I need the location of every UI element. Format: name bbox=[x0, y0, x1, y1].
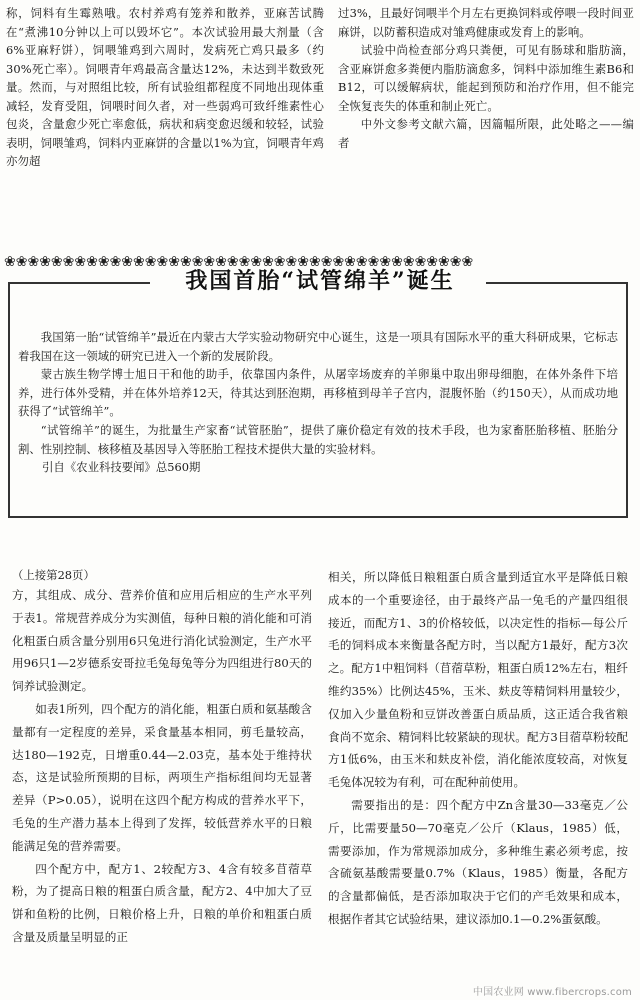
top-right-paragraph-1: 过3%，且最好饲喂半个月左右更换饲料或停喂一段时间亚麻饼，以防蓄积造成对雏鸡健康或发育上的影响。 bbox=[338, 6, 634, 39]
news-title: 我国首胎“试管绵羊”诞生 bbox=[185, 268, 455, 294]
bottom-left-paragraph-2: 如表1所列，四个配方的消化能，粗蛋白质和氨基酸含量都有一定程度的差异，采食量基本相同，剪毛量较高，达180—192克，日增重0.44—2.03克，基本处于维持状态，这是试验所预期的目标，两项生产指标组间均无显著差异（P>0.05），说明在这四个配方构成的营养水平下，毛兔的生产潜力基本上得到了发挥，较低营养水平的日粮能满足兔的营养需要。 bbox=[12, 701, 312, 853]
news-paragraph-1: 我国第一胎“试管绵羊”最近在内蒙古大学实验动物研究中心诞生，这是一项具有国际水平的重大科研成果，它标志着我国在这一领域的研究已进入一个新的发展阶段。 bbox=[18, 330, 618, 363]
star-divider: ❀❀❀❀❀❀❀❀❀❀❀❀❀❀❀❀❀❀❀❀❀❀❀❀❀❀❀❀❀❀❀❀❀❀❀❀❀❀❀❀ bbox=[4, 254, 474, 270]
top-right-paragraph-2: 试验中尚检查部分鸡只粪便，可见有肠球和脂肪滴，含亚麻饼愈多粪便内脂肪滴愈多，饲料中添加维生素B6和B12，可以缓解病状，能起到预防和治疗作用，但不能完全恢复丧失的体重和制止死亡。 bbox=[338, 43, 634, 113]
continued-note: （上接第28页） bbox=[12, 568, 95, 582]
bottom-left-paragraph-3: 四个配方中，配方1、2较配方3、4含有较多苜蓿草粉，为了提高日粮的粗蛋白质含量，配方2、4中加大了豆饼和鱼粉的比例，日粮价格上升，日粮的单价和粗蛋白质含量及质量呈明显的正 bbox=[12, 861, 312, 944]
news-source: 引自《农业科技要闻》总560期 bbox=[42, 460, 201, 475]
editor-note: 中外文参考文献六篇，因篇幅所限，此处略之——编者 bbox=[338, 117, 634, 150]
bottom-left-column bbox=[12, 584, 312, 949]
bottom-right-paragraph-1: 相关，所以降低日粮粗蛋白质含量到适宜水平是降低日粮成本的一个重要途径，由于最终产品一兔毛的产量四组很接近，而配方1、3的价格较低，以决定性的指标—每公斤毛的饲料成本来衡量各配方时，当以配方1最好，配方3次之。配方1中粗饲料（苜蓿草粉，粗蛋白质12%左右，粗纤维约35%）比例达45%，玉米、麸皮等精饲料用量较少，仅加入少量鱼粉和豆饼改善蛋白质品质，这正适合我省粮食尚不宽余、精饲料比较紧缺的现状。配方3目蓿草粉较配方1低6%，由玉米和麸皮补偿，消化能浓度较高，对恢复毛兔体况较为有利，可在配种前使用。 bbox=[328, 570, 628, 790]
bottom-right-column bbox=[328, 566, 628, 931]
bottom-left-paragraph-1: 方，其组成、成分、营养价值和应用后相应的生产水平列于表1。常规营养成分为实测值，每种日粮的消化能和可消化粗蛋白质含量分别用6只兔进行消化试验测定，生产水平用96只1—2岁德系安哥拉毛兔每兔等分为四组进行80天的饲养试验测定。 bbox=[12, 588, 312, 694]
top-left-paragraph: 称，饲料有生霉熟哦。农村养鸡有笼养和散养，亚麻苦试腾在“煮沸10分钟以上可以毁坏它”。本次试验用最大剂量（含6%亚麻籽饼），饲喂雏鸡到六周时，发病死亡鸡只最多（约30%死亡率）。饲喂青年鸡最高含量达12%，未达到半数致死量。然而，与对照组比较，所有试验组都程度不同地出现体重减轻，发育受阻，饲喂时间久者，对一些弱鸡可致纤维素性心包炎，含量愈少死亡率愈低，病状和病变愈迟缓和较轻，试验表明，饲喂雏鸡，饲料内亚麻饼的含量以1%为宜，饲喂青年鸡亦勿超 bbox=[6, 6, 324, 168]
news-paragraph-3: “试管绵羊”的诞生，为批量生产家畜“试管胚胎”，提供了廉价稳定有效的技术手段，也为家畜胚胎移植、胚胎分割、性别控制、核移植及基因导入等胚胎工程技术提供大量的实验材料。 bbox=[18, 422, 618, 456]
top-right-column bbox=[338, 4, 634, 152]
top-left-column bbox=[6, 4, 324, 171]
news-box bbox=[8, 268, 628, 518]
bottom-right-paragraph-2: 需要指出的是：四个配方中Zn含量30—33毫克／公斤，比需要量50—70毫克／公斤（Klaus，1985）低，需要添加，作为常规添加成分，多种维生素必须考虑，按含硫氨基酸需要量0.7%（Klaus，1985）衡量，各配方的含量都偏低，是否添加取决于它们的产毛效果和成本，根据作者其它试验结果，建议添加0.1—0.2%蛋氨酸。 bbox=[328, 797, 628, 926]
news-paragraph-2: 蒙古族生物学博士旭日干和他的助手，依靠国内条件，从屠宰场废弃的羊卵巢中取出卵母细胞，在体外条件下培养，进行体外受精，并在体外培养12天，待其达到胚泡期，再移植到母羊子宫内，混腹怀胎（约150天），从而成功地获得了“试管绵羊”。 bbox=[18, 367, 618, 419]
news-body bbox=[18, 328, 618, 477]
watermark: 中国农业网 www.fibercrops.com bbox=[472, 987, 632, 998]
